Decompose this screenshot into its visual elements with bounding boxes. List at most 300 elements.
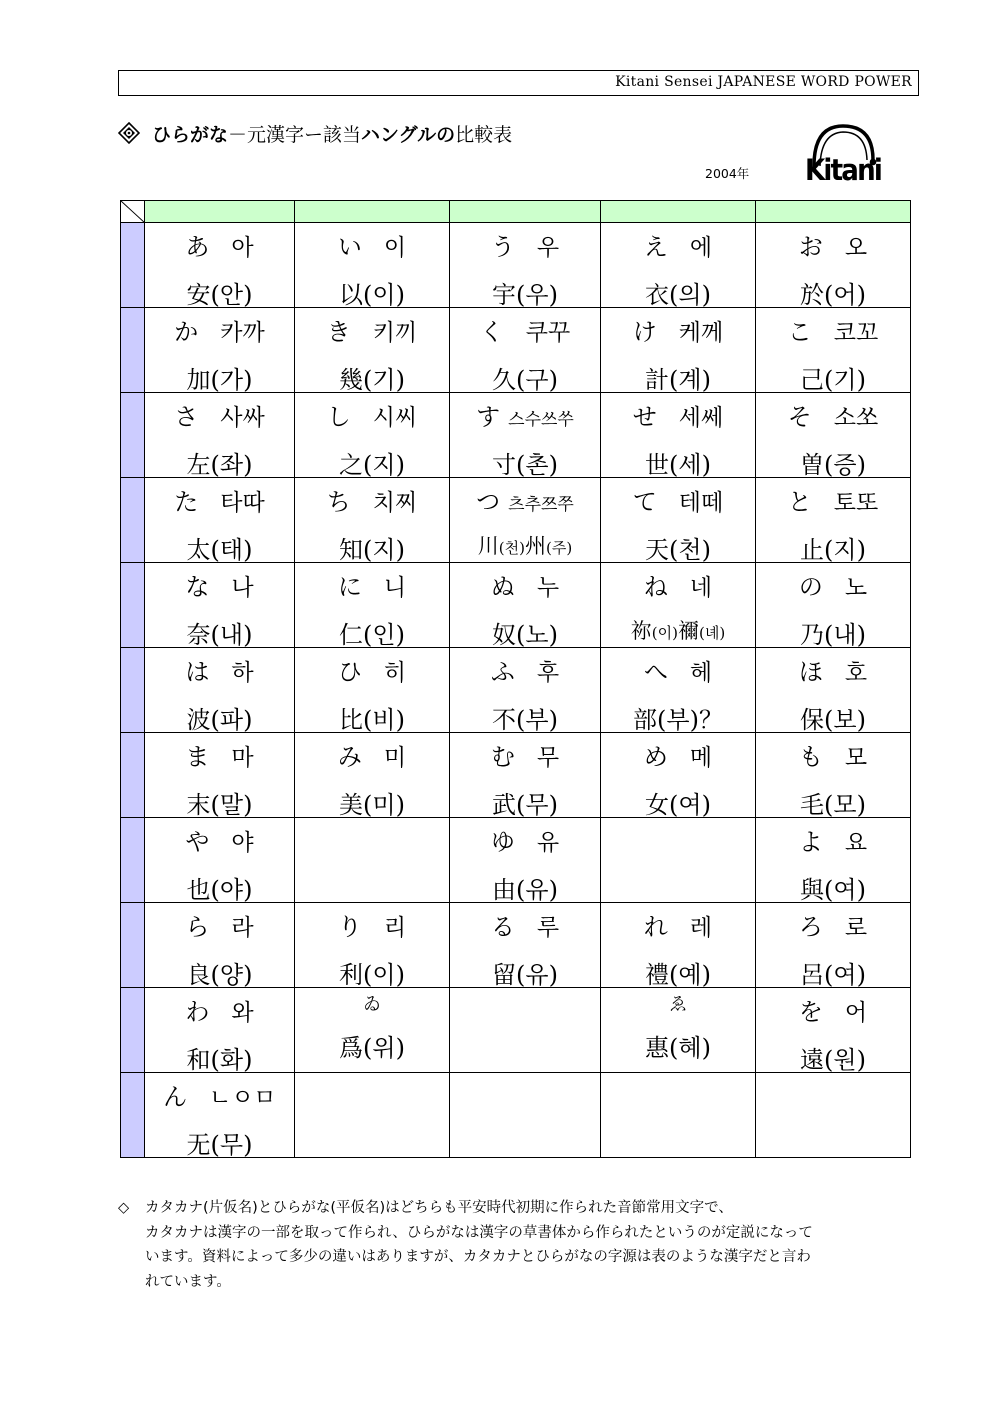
source-kanji: 世(세): [645, 451, 711, 479]
source-kanji: 毛(모): [800, 791, 866, 819]
kana-line: [450, 907, 600, 942]
hangul-reading: 스수쓰쑤: [508, 410, 574, 430]
source-kanji: 左(좌): [186, 451, 253, 479]
cell-content: [295, 563, 449, 647]
source-kanji: 曽(증): [800, 451, 866, 479]
hangul-reading: 레: [689, 915, 713, 941]
cell-content: [601, 733, 755, 817]
kana-cell: [756, 733, 911, 818]
table-row: [121, 903, 911, 988]
hangul-reading: 미: [383, 745, 407, 771]
hangul-reading: 에: [689, 235, 713, 261]
kana-line: [145, 567, 294, 602]
kana-line: [756, 227, 910, 262]
kana-cell: [601, 818, 756, 903]
kana-line: [450, 312, 600, 347]
cell-content: [450, 733, 600, 817]
row-side-cell: [121, 308, 145, 393]
kana-line: [450, 822, 600, 857]
kana-line: [756, 737, 910, 772]
cell-content: [295, 223, 449, 307]
kana-cell: [295, 903, 450, 988]
kana-cell: [145, 1073, 295, 1158]
kana-cell: [295, 223, 450, 308]
kana-line: [295, 227, 449, 262]
kana-cell: [756, 648, 911, 733]
kana-line: [450, 737, 600, 772]
hangul-reading: 누: [536, 575, 560, 601]
cell-content: [601, 988, 755, 1072]
header-row: [121, 201, 911, 223]
kana-line: [450, 397, 600, 432]
row-side-cell: [121, 988, 145, 1073]
kana-line: [756, 907, 910, 942]
kana-line: [145, 822, 294, 857]
kana-cell: [601, 903, 756, 988]
source-kanji: 部(부)？: [633, 706, 723, 734]
cell-content: [450, 988, 600, 1072]
kana-line: [450, 567, 600, 602]
hiragana-char: め: [643, 743, 668, 771]
kana-line: [601, 907, 755, 942]
kana-line: [295, 482, 449, 517]
source-kanji: 利(이): [339, 961, 405, 989]
hiragana-char: む: [490, 743, 515, 771]
cell-content: [295, 818, 449, 902]
hangul-reading: 오: [844, 235, 868, 261]
hiragana-char: う: [490, 233, 515, 261]
kana-cell: [601, 648, 756, 733]
cell-content: [450, 393, 600, 477]
source-kanji: 奈(내): [186, 621, 253, 649]
kanji-reading: (천): [498, 539, 525, 557]
kana-cell: [450, 903, 601, 988]
cell-content: [756, 308, 910, 392]
notes-line: カタカナは漢字の一部を取って作られ、ひらがなは漢字の草書体から作られたというのが定説になって: [145, 1224, 813, 1241]
hiragana-char: す: [476, 403, 501, 431]
kana-cell: [601, 393, 756, 478]
hiragana-char: を: [798, 998, 823, 1026]
kana-cell: [145, 393, 295, 478]
hiragana-char: え: [643, 233, 668, 261]
kana-cell: [450, 988, 601, 1073]
kana-line: [295, 737, 449, 772]
kana-cell: [756, 818, 911, 903]
hiragana-char: た: [174, 488, 199, 516]
row-side-cell: [121, 393, 145, 478]
kana-cell: [295, 733, 450, 818]
source-kanji: 不(부): [492, 706, 558, 734]
kana-cell: [145, 733, 295, 818]
hangul-reading: 치찌: [372, 490, 418, 516]
hangul-reading: 우: [536, 235, 560, 261]
source-kanji: 宇(우): [492, 281, 558, 309]
cell-content: [450, 308, 600, 392]
kana-cell: [450, 648, 601, 733]
header-cell: [145, 201, 295, 223]
table-row: [121, 988, 911, 1073]
notes-line: います。資料によって多少の違いはありますが、カタカナとひらがなの字源は表のような漢字だと言わ: [145, 1249, 811, 1265]
hiragana-char: ゆ: [490, 828, 515, 856]
hangul-reading: 후: [536, 660, 560, 686]
source-kanji: 良(양): [186, 961, 253, 989]
cell-content: [601, 648, 755, 732]
cell-content: [601, 478, 755, 562]
cell-content: [145, 563, 294, 647]
hangul-reading: 마: [231, 745, 254, 771]
kana-cell: [756, 563, 911, 648]
kana-cell: [295, 648, 450, 733]
row-side-cell: [121, 903, 145, 988]
kana-cell: [295, 308, 450, 393]
hiragana-char: な: [185, 573, 210, 601]
cell-content: [450, 478, 600, 562]
table-row: [121, 648, 911, 733]
cell-content: [601, 223, 755, 307]
hangul-reading: 아: [231, 235, 254, 261]
hangul-reading: 무: [536, 745, 560, 771]
kana-cell: [145, 308, 295, 393]
kana-line: [601, 227, 755, 262]
cell-content: [145, 818, 294, 902]
hiragana-char: ほ: [798, 658, 823, 686]
source-kanji: 川: [477, 534, 499, 558]
kana-line: [601, 567, 755, 602]
hiragana-char: き: [326, 318, 351, 346]
cell-content: [601, 818, 755, 902]
hangul-reading: 타따: [220, 490, 265, 516]
source-kanji: 惠(혜): [645, 1034, 711, 1062]
kana-cell: [295, 988, 450, 1073]
kana-cell: [145, 818, 295, 903]
kana-cell: [450, 1073, 601, 1158]
hiragana-char: ん: [163, 1083, 188, 1111]
kana-line: [756, 312, 910, 347]
hangul-reading: 니: [383, 575, 407, 601]
hangul-reading: 시씨: [372, 405, 418, 431]
hiragana-char: る: [490, 913, 515, 941]
source-kanji: 比(비): [339, 706, 405, 734]
kana-cell: [145, 988, 295, 1073]
cell-content: [601, 563, 755, 647]
hiragana-char: は: [185, 658, 210, 686]
kana-cell: [295, 393, 450, 478]
source-kanji: 計(계): [645, 366, 711, 394]
page-title: [118, 119, 512, 147]
kana-cell: [601, 733, 756, 818]
cell-content: [450, 818, 600, 902]
cell-content: [295, 988, 449, 1072]
diagonal-line-icon: [121, 201, 145, 223]
kana-cell: [601, 563, 756, 648]
cell-content: [756, 988, 910, 1072]
kana-line: [756, 652, 910, 687]
source-kanji: 乃(내): [800, 621, 866, 649]
hiragana-char: ひ: [337, 658, 362, 686]
source-kanji: 與(여): [800, 876, 866, 904]
kana-cell: [450, 308, 601, 393]
table-row: [121, 308, 911, 393]
hangul-reading: 호: [844, 660, 868, 686]
kana-cell: [756, 903, 911, 988]
hiragana-char: け: [632, 318, 657, 346]
source-kanji: 以(이): [339, 281, 405, 309]
hiragana-char: へ: [643, 658, 668, 686]
source-kanji: 末(말): [186, 791, 253, 819]
hangul-reading: 쿠꾸: [525, 320, 571, 346]
hiragana-char: あ: [185, 233, 210, 261]
obsolete-kana: ゐ: [363, 994, 381, 1015]
source-kanji: 久(구): [492, 366, 558, 394]
kana-cell: [450, 563, 601, 648]
hiragana-char: さ: [174, 403, 199, 431]
kana-cell: [295, 563, 450, 648]
kana-cell: [601, 308, 756, 393]
hangul-reading: 코꼬: [833, 320, 879, 346]
row-side-cell: [121, 818, 145, 903]
hangul-reading: 토또: [833, 490, 879, 516]
hiragana-char: り: [337, 913, 362, 941]
notes-line: カタカナ(片仮名)とひらがな(平仮名)はどちらも平安時代初期に作られた音節常用文字で、: [145, 1200, 733, 1216]
kana-cell: [450, 478, 601, 563]
hiragana-char: て: [632, 488, 657, 516]
cell-content: [145, 308, 294, 392]
source-kanji: 爲(위): [339, 1034, 405, 1062]
hangul-reading: 노: [844, 575, 868, 601]
source-kanji: 无(무): [186, 1131, 253, 1159]
hangul-reading: 유: [536, 830, 560, 856]
logo-text: Kitani: [805, 153, 881, 187]
row-side-cell: [121, 223, 145, 308]
source-kanji: 州: [525, 534, 546, 558]
hangul-reading: ㄴㅇㅁ: [209, 1085, 276, 1111]
cell-content: [756, 648, 910, 732]
hangul-reading: 카까: [220, 320, 265, 346]
row-side-cell: [121, 648, 145, 733]
table-row: [121, 393, 911, 478]
kana-line: [295, 567, 449, 602]
kana-line: [601, 482, 755, 517]
cell-content: [601, 1073, 755, 1157]
source-kanji-pair: [450, 530, 600, 560]
hiragana-char: ぬ: [490, 573, 515, 601]
cell-content: [450, 648, 600, 732]
hangul-reading: 츠추쯔쭈: [508, 495, 574, 515]
notes-bullet: ◇: [118, 1200, 130, 1216]
hiragana-char: も: [798, 743, 823, 771]
kana-line: [145, 652, 294, 687]
cell-content: [145, 223, 294, 307]
hiragana-char: つ: [476, 488, 501, 516]
hangul-reading: 야: [231, 830, 254, 856]
kana-cell: [295, 818, 450, 903]
source-kanji: 己(기): [800, 366, 866, 394]
row-side-cell: [121, 733, 145, 818]
cell-content: [756, 733, 910, 817]
kana-line: [756, 992, 910, 1027]
hiragana-char: の: [798, 573, 823, 601]
hiragana-char: し: [326, 403, 351, 431]
hangul-reading: 나: [231, 575, 254, 601]
cell-content: [295, 733, 449, 817]
source-kanji: 保(보): [800, 706, 866, 734]
kana-cell: [450, 393, 601, 478]
kanji-reading: (녜): [699, 624, 726, 642]
kana-line: [295, 397, 449, 432]
hangul-reading: 루: [536, 915, 560, 941]
cell-content: [756, 1073, 910, 1157]
cell-content: [295, 903, 449, 987]
header-cell: [601, 201, 756, 223]
cell-content: [295, 648, 449, 732]
cell-content: [145, 478, 294, 562]
kana-line: [295, 312, 449, 347]
source-kanji: 衣(의): [645, 281, 711, 309]
kana-line: [145, 227, 294, 262]
kana-cell: [601, 478, 756, 563]
source-kanji: 武(무): [492, 791, 558, 819]
hiragana-char: ふ: [490, 658, 515, 686]
source-kanji: 知(지): [339, 536, 405, 564]
kana-cell: [295, 478, 450, 563]
kana-cell: [450, 223, 601, 308]
cell-content: [145, 1073, 294, 1157]
row-side-cell: [121, 1073, 145, 1158]
hiragana-char: ち: [326, 488, 351, 516]
hiragana-char: み: [337, 743, 362, 771]
source-kanji: 禮(예): [645, 961, 711, 989]
source-kanji: 太(태): [186, 536, 253, 564]
kana-cell: [145, 648, 295, 733]
hiragana-char: お: [798, 233, 823, 261]
cell-content: [145, 733, 294, 817]
kana-cell: [601, 988, 756, 1073]
source-kanji: 仁(인): [339, 621, 405, 649]
kana-line: [450, 652, 600, 687]
hangul-reading: 네: [689, 575, 713, 601]
hangul-reading: 메: [689, 745, 713, 771]
obsolete-kana: ゑ: [669, 994, 687, 1015]
source-kanji: 之(지): [339, 451, 405, 479]
hangul-reading: 사싸: [220, 405, 265, 431]
kitani-logo: [800, 120, 886, 190]
hiragana-char: く: [479, 318, 504, 346]
source-kanji: 幾(기): [339, 366, 405, 394]
source-kanji: 女(여): [645, 791, 711, 819]
cell-content: [756, 903, 910, 987]
kana-line: [295, 652, 449, 687]
title-hiragana: ひらがな: [152, 123, 229, 146]
corner-cell: [121, 201, 145, 223]
cell-content: [145, 393, 294, 477]
cell-content: [145, 903, 294, 987]
table-row: [121, 733, 911, 818]
kana-line: [601, 312, 755, 347]
hiragana-char: に: [337, 573, 362, 601]
hiragana-char: せ: [632, 403, 657, 431]
hiragana-char: こ: [787, 318, 812, 346]
kana-line: [145, 312, 294, 347]
hangul-reading: 라: [231, 915, 254, 941]
cell-content: [756, 563, 910, 647]
kana-line: [145, 992, 294, 1027]
source-kanji-pair: [601, 615, 755, 645]
kana-line: [145, 482, 294, 517]
kana-line: [601, 737, 755, 772]
source-kanji: 也(야): [186, 876, 253, 904]
cell-content: [756, 478, 910, 562]
kana-cell: [756, 1073, 911, 1158]
kana-cell: [756, 308, 911, 393]
notes: [118, 1196, 924, 1294]
source-kanji: 遠(원): [800, 1046, 866, 1074]
header-cell: [450, 201, 601, 223]
notes-line: れています。: [145, 1273, 231, 1290]
source-kanji: 天(천): [645, 536, 711, 564]
kana-line: [756, 567, 910, 602]
hiragana-char: れ: [643, 913, 668, 941]
row-side-cell: [121, 563, 145, 648]
hiragana-char: ろ: [798, 913, 823, 941]
source-kanji: 留(유): [492, 961, 558, 989]
cell-content: [450, 1073, 600, 1157]
cell-content: [295, 393, 449, 477]
cell-content: [756, 223, 910, 307]
kana-cell: [756, 393, 911, 478]
hangul-reading: 하: [231, 660, 254, 686]
kana-cell: [756, 988, 911, 1073]
header-cell: [756, 201, 911, 223]
kana-comparison-table: [120, 200, 911, 1158]
hangul-reading: 키끼: [372, 320, 418, 346]
source-kanji: 呂(여): [800, 961, 866, 989]
kana-cell: [145, 563, 295, 648]
cell-content: [450, 223, 600, 307]
hangul-reading: 리: [383, 915, 407, 941]
source-kanji: 奴(노): [492, 621, 558, 649]
title-kanji-part: －元漢字ー該当: [228, 123, 362, 146]
cell-content: [145, 988, 294, 1072]
hangul-reading: 와: [231, 1000, 254, 1026]
hiragana-char: ら: [185, 913, 210, 941]
cell-content: [145, 648, 294, 732]
source-kanji: 由(유): [492, 876, 558, 904]
hangul-reading: 이: [383, 235, 407, 261]
kana-line: [756, 482, 910, 517]
hiragana-char: わ: [185, 998, 210, 1026]
cell-content: [450, 563, 600, 647]
kana-line: [601, 397, 755, 432]
cell-content: [756, 393, 910, 477]
source-kanji: 禰: [678, 619, 699, 643]
kana-line: [145, 737, 294, 772]
kana-cell: [450, 818, 601, 903]
notes-body: [145, 1196, 924, 1294]
cell-content: [450, 903, 600, 987]
kana-line: [145, 397, 294, 432]
kana-cell: [756, 223, 911, 308]
table-row: [121, 563, 911, 648]
cell-content: [601, 393, 755, 477]
hangul-reading: 소쏘: [833, 405, 879, 431]
kana-cell: [601, 223, 756, 308]
table-row: [121, 478, 911, 563]
source-kanji: 止(지): [800, 536, 866, 564]
kana-line: [450, 482, 600, 517]
kana-line: [601, 652, 755, 687]
kana-line: [756, 822, 910, 857]
kana-cell: [145, 478, 295, 563]
